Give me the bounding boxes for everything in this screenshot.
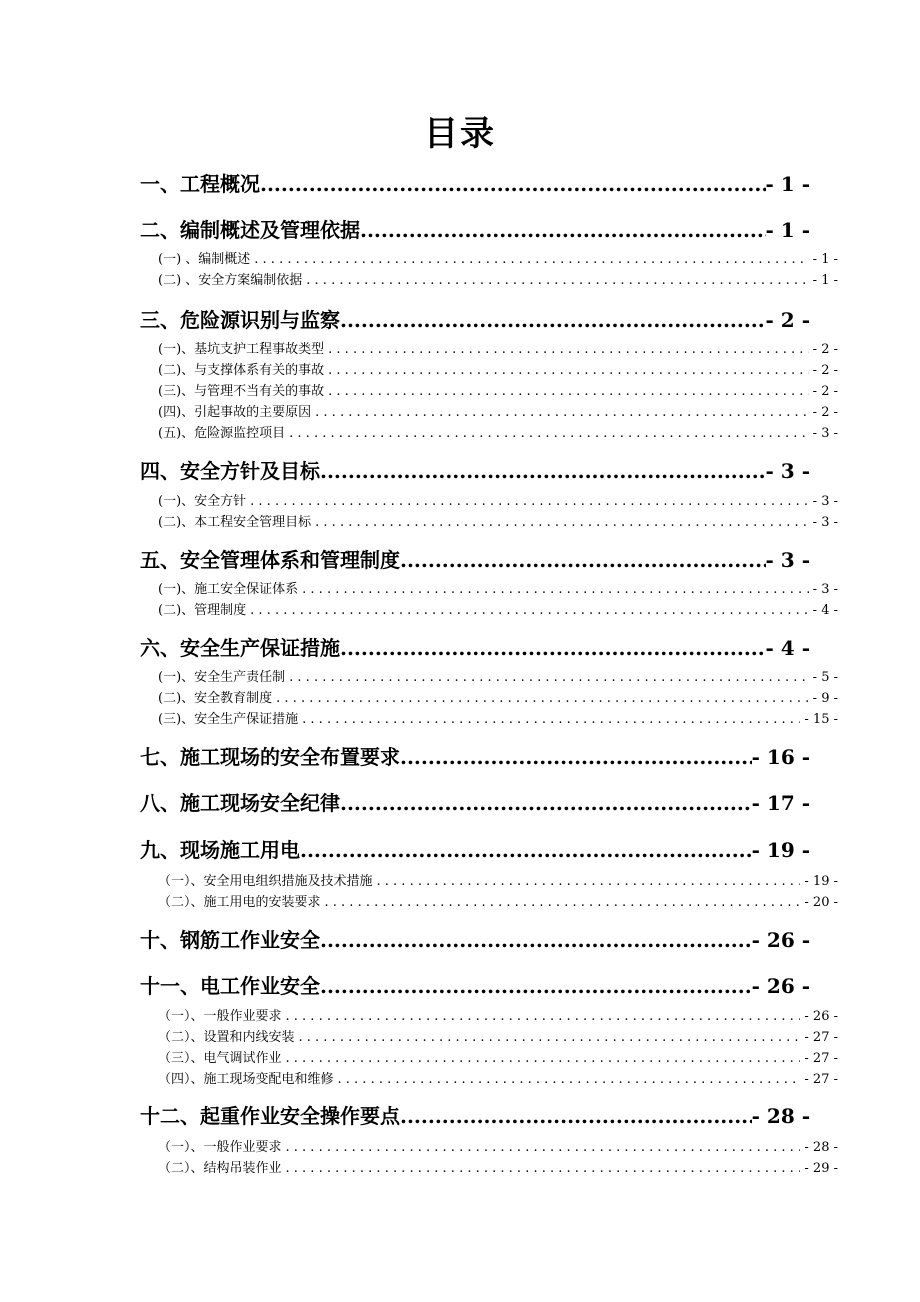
toc-title: 目录	[424, 114, 496, 154]
toc-entry-page-number: - 4 -	[812, 603, 838, 618]
toc-entry-label: 十二、起重作业安全操作要点	[140, 1104, 400, 1128]
toc-entry-section[interactable]	[158, 492, 838, 512]
toc-entry-label: (一)、施工安全保证体系	[158, 582, 299, 597]
toc-entry-section[interactable]	[158, 361, 838, 381]
toc-entry-page-number: - 3 -	[812, 515, 838, 530]
dot-leader	[311, 403, 809, 423]
toc-entry-label: （三）、电气调试作业	[158, 1051, 282, 1066]
toc-entry-page-number: - 2 -	[812, 405, 838, 420]
toc-entry-chapter[interactable]	[140, 836, 810, 864]
toc-entry-chapter[interactable]	[140, 457, 810, 485]
toc-entry-page-number: - 4 -	[765, 636, 810, 660]
toc-entry-section[interactable]	[158, 250, 838, 270]
toc-entry-chapter[interactable]	[140, 634, 810, 662]
dot-leader	[260, 170, 766, 198]
dot-leader	[282, 1138, 801, 1158]
toc-entry-page-number: - 19 -	[804, 874, 838, 889]
toc-entry-chapter[interactable]	[140, 926, 810, 954]
toc-entry-label: 九、现场施工用电	[140, 838, 300, 862]
toc-entry-page-number: - 3 -	[765, 459, 810, 483]
toc-entry-section[interactable]	[158, 382, 838, 402]
toc-entry-label: (二)、本工程安全管理目标	[158, 515, 312, 530]
dot-leader	[246, 601, 809, 621]
toc-entry-page-number: - 3 -	[812, 426, 838, 441]
toc-entry-label: (一)、安全生产责任制	[158, 670, 286, 685]
dot-leader	[324, 361, 809, 381]
dot-leader	[250, 250, 808, 270]
toc-entry-section[interactable]	[158, 340, 838, 360]
dot-leader	[298, 580, 809, 600]
toc-entry-chapter[interactable]	[140, 1102, 810, 1130]
toc-entry-label: (一)、安全方针	[158, 494, 247, 509]
toc-entry-page-number: - 28 -	[804, 1140, 838, 1155]
toc-entry-section[interactable]	[158, 689, 838, 709]
toc-entry-page-number: - 5 -	[812, 670, 838, 685]
toc-entry-label: 六、安全生产保证措施	[140, 636, 340, 660]
toc-entry-page-number: - 26 -	[751, 974, 810, 998]
toc-entry-page-number: - 9 -	[812, 691, 838, 706]
toc-entry-label: （一）、安全用电组织措施及技术措施	[158, 874, 373, 889]
dot-leader	[285, 424, 809, 444]
toc-entry-label: （一）、一般作业要求	[158, 1140, 282, 1155]
toc-entry-label: （一）、一般作业要求	[158, 1009, 282, 1024]
toc-entry-section[interactable]	[158, 403, 838, 423]
dot-leader	[360, 216, 766, 244]
toc-entry-page-number: - 2 -	[812, 384, 838, 399]
dot-leader	[320, 926, 752, 954]
toc-entry-chapter[interactable]	[140, 546, 810, 574]
toc-entry-section[interactable]	[158, 424, 838, 444]
dot-leader	[298, 710, 800, 730]
toc-entry-section[interactable]	[158, 1007, 838, 1027]
dot-leader	[340, 306, 766, 334]
dot-leader	[282, 1049, 801, 1069]
toc-entry-page-number: - 27 -	[804, 1030, 838, 1045]
toc-entry-page-number: - 2 -	[812, 363, 838, 378]
toc-entry-page-number: - 26 -	[751, 928, 810, 952]
toc-entry-label: (一)、基坑支护工程事故类型	[158, 342, 325, 357]
dot-leader	[285, 668, 809, 688]
toc-entry-page-number: - 27 -	[804, 1072, 838, 1087]
dot-leader	[340, 634, 766, 662]
toc-entry-label: 七、施工现场的安全布置要求	[140, 745, 400, 769]
dot-leader	[334, 1070, 801, 1090]
dot-leader	[400, 743, 752, 771]
toc-entry-section[interactable]	[158, 601, 838, 621]
toc-entry-chapter[interactable]	[140, 972, 810, 1000]
toc-entry-section[interactable]	[158, 1159, 838, 1179]
toc-entry-chapter[interactable]	[140, 306, 810, 334]
toc-entry-page-number: - 28 -	[751, 1104, 810, 1128]
toc-entry-label: (五)、危险源监控项目	[158, 426, 286, 441]
toc-entry-label: (四)、引起事故的主要原因	[158, 405, 312, 420]
dot-leader	[300, 836, 752, 864]
toc-entry-page-number: - 29 -	[804, 1161, 838, 1176]
toc-entry-section[interactable]	[158, 668, 838, 688]
toc-entry-page-number: - 27 -	[804, 1051, 838, 1066]
dot-leader	[320, 457, 766, 485]
toc-entry-label: (二) 、安全方案编制依据	[158, 273, 303, 288]
toc-entry-page-number: - 20 -	[804, 895, 838, 910]
toc-entry-label: (三)、与管理不当有关的事故	[158, 384, 325, 399]
toc-entry-label: （二）、设置和内线安装	[158, 1030, 295, 1045]
dot-leader	[324, 340, 809, 360]
toc-entry-page-number: - 26 -	[804, 1009, 838, 1024]
dot-leader	[282, 1159, 801, 1179]
dot-leader	[282, 1007, 801, 1027]
toc-entry-section[interactable]	[158, 580, 838, 600]
toc-entry-section[interactable]	[158, 710, 838, 730]
toc-entry-label: 八、施工现场安全纪律	[140, 791, 340, 815]
toc-entry-section[interactable]	[158, 1049, 838, 1069]
toc-entry-label: 四、安全方针及目标	[140, 459, 320, 483]
dot-leader	[324, 382, 809, 402]
toc-entry-page-number: - 16 -	[751, 745, 810, 769]
toc-entry-section[interactable]	[158, 1028, 838, 1048]
toc-entry-page-number: - 2 -	[812, 342, 838, 357]
dot-leader	[295, 1028, 801, 1048]
toc-entry-label: (三)、安全生产保证措施	[158, 712, 299, 727]
dot-leader	[320, 972, 752, 1000]
dot-leader	[400, 1102, 752, 1130]
toc-entry-label: （二）、施工用电的安装要求	[158, 895, 321, 910]
toc-entry-label: 十一、电工作业安全	[140, 974, 320, 998]
toc-entry-page-number: - 1 -	[765, 218, 810, 242]
toc-entry-label: (二)、管理制度	[158, 603, 247, 618]
toc-entry-page-number: - 15 -	[804, 712, 838, 727]
toc-entry-label: 五、安全管理体系和管理制度	[140, 548, 400, 572]
toc-entry-page-number: - 19 -	[751, 838, 810, 862]
toc-entry-page-number: - 3 -	[812, 494, 838, 509]
toc-entry-section[interactable]	[158, 1070, 838, 1090]
toc-entry-label: （二）、结构吊装作业	[158, 1161, 282, 1176]
dot-leader	[272, 689, 809, 709]
toc-entry-label: 一、工程概况	[140, 172, 260, 196]
dot-leader	[400, 546, 766, 574]
toc-entry-label: (二)、安全教育制度	[158, 691, 273, 706]
toc-entry-label: (一) 、编制概述	[158, 252, 251, 267]
toc-entry-page-number: - 2 -	[765, 308, 810, 332]
toc-entry-label: 十、钢筋工作业安全	[140, 928, 320, 952]
dot-leader	[373, 872, 801, 892]
toc-entry-page-number: - 3 -	[765, 548, 810, 572]
toc-entry-page-number: - 1 -	[812, 252, 838, 267]
toc-entry-chapter[interactable]	[140, 789, 810, 817]
toc-entry-page-number: - 1 -	[765, 172, 810, 196]
toc-entry-label: 二、编制概述及管理依据	[140, 218, 360, 242]
toc-entry-chapter[interactable]	[140, 216, 810, 244]
toc-entry-chapter[interactable]	[140, 170, 810, 198]
dot-leader	[311, 513, 809, 533]
toc-entry-section[interactable]	[158, 872, 838, 892]
toc-entry-section[interactable]	[158, 893, 838, 913]
toc-entry-section[interactable]	[158, 271, 838, 291]
toc-entry-chapter[interactable]	[140, 743, 810, 771]
toc-entry-label: 三、危险源识别与监察	[140, 308, 340, 332]
toc-entry-page-number: - 1 -	[812, 273, 838, 288]
dot-leader	[340, 789, 752, 817]
toc-entry-page-number: - 3 -	[812, 582, 838, 597]
dot-leader	[246, 492, 809, 512]
toc-entry-section[interactable]	[158, 1138, 838, 1158]
toc-entry-label: （四）、施工现场变配电和维修	[158, 1072, 334, 1087]
dot-leader	[321, 893, 801, 913]
toc-entry-label: (二)、与支撑体系有关的事故	[158, 363, 325, 378]
dot-leader	[302, 271, 808, 291]
toc-entry-page-number: - 17 -	[751, 791, 810, 815]
toc-entry-section[interactable]	[158, 513, 838, 533]
